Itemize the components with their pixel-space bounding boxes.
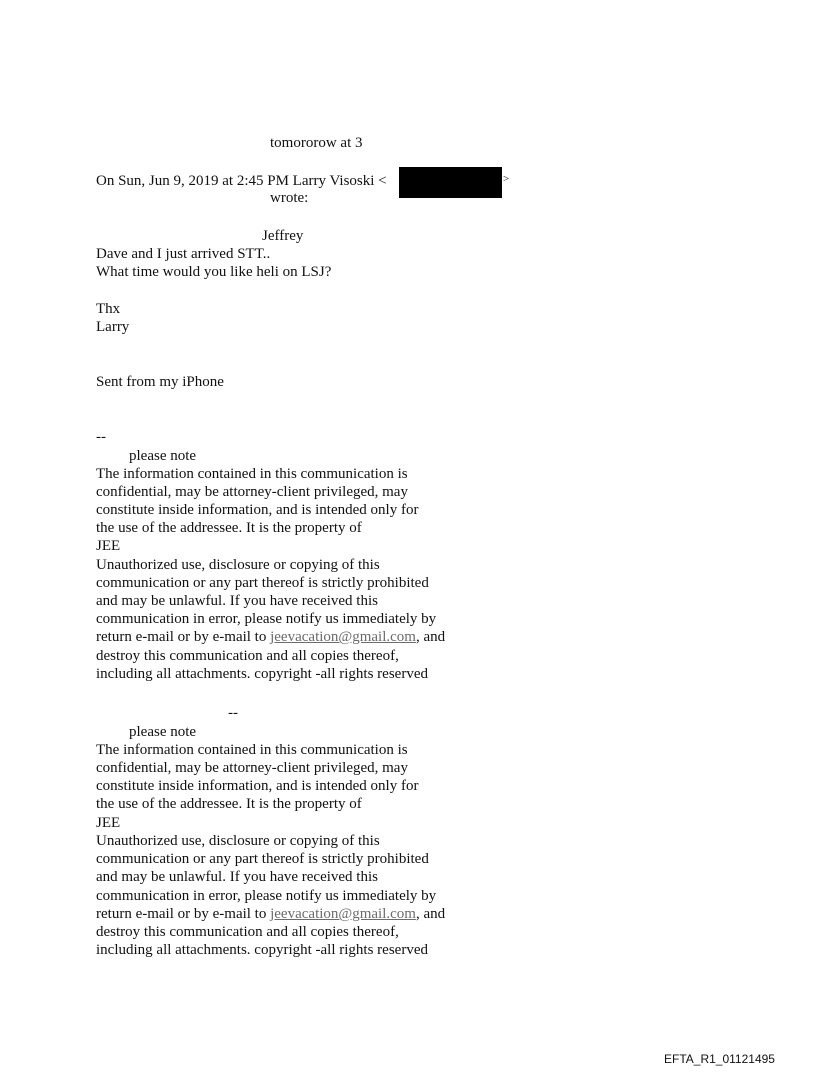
disclaimer-email-line — [96, 628, 445, 646]
email-link[interactable]: jeevacation@gmail.com — [270, 906, 416, 922]
quoted-greeting: Jeffrey — [262, 228, 304, 244]
disclaimer-email-prefix: return e-mail or by e-mail to — [96, 906, 271, 922]
document-id: EFTA_R1_01121495 — [664, 1052, 775, 1066]
disclaimer-email-suffix: , and — [415, 906, 446, 922]
disclaimer-line: the use of the addressee. It is the property of — [96, 520, 362, 536]
disclaimer-heading: please note — [129, 724, 197, 740]
disclaimer-line: communication or any part thereof is strictly prohibited — [96, 575, 429, 591]
disclaimer-separator: -- — [96, 429, 106, 445]
disclaimer-line: Unauthorized use, disclosure or copying of this — [96, 833, 380, 849]
disclaimer-heading: please note — [129, 448, 197, 464]
disclaimer-line: including all attachments. copyright -all rights reserved — [96, 942, 428, 958]
disclaimer-line: communication in error, please notify us immediately by — [96, 611, 437, 627]
disclaimer-email-prefix: return e-mail or by e-mail to — [96, 629, 271, 645]
disclaimer-email-suffix: , and — [415, 629, 446, 645]
disclaimer-line: Unauthorized use, disclosure or copying of this — [96, 557, 380, 573]
disclaimer-line: communication or any part thereof is strictly prohibited — [96, 851, 429, 867]
quote-header-bracket-close: > — [503, 173, 510, 185]
disclaimer-line: confidential, may be attorney-client privileged, may — [96, 760, 408, 776]
disclaimer-separator: -- — [228, 705, 238, 721]
disclaimer-line: destroy this communication and all copies thereof, — [96, 648, 399, 664]
disclaimer-line: constitute inside information, and is intended only for — [96, 502, 419, 518]
disclaimer-line: JEE — [96, 815, 121, 831]
quoted-line: What time would you like heli on LSJ? — [96, 264, 332, 280]
disclaimer-line: JEE — [96, 538, 121, 554]
email-link[interactable]: jeevacation@gmail.com — [270, 629, 416, 645]
quote-header-author: On Sun, Jun 9, 2019 at 2:45 PM Larry Visoski — [96, 173, 375, 189]
disclaimer-line: including all attachments. copyright -all rights reserved — [96, 666, 428, 682]
disclaimer-line: communication in error, please notify us immediately by — [96, 888, 437, 904]
redaction-box — [399, 167, 502, 198]
disclaimer-line: constitute inside information, and is intended only for — [96, 778, 419, 794]
quote-header-bracket-open: < — [378, 173, 387, 189]
disclaimer-email-line — [96, 905, 445, 923]
quoted-line: Dave and I just arrived STT.. — [96, 246, 271, 262]
disclaimer-line: and may be unlawful. If you have received this — [96, 869, 378, 885]
disclaimer-line: destroy this communication and all copies thereof, — [96, 924, 399, 940]
sent-from-signature: Sent from my iPhone — [96, 374, 224, 390]
disclaimer-line: the use of the addressee. It is the property of — [96, 796, 362, 812]
quoted-signoff-name: Larry — [96, 319, 130, 335]
quote-header-line2: wrote: — [270, 190, 309, 206]
quote-header-line1 — [96, 172, 387, 190]
quoted-signoff: Thx — [96, 301, 121, 317]
disclaimer-line: The information contained in this communication is — [96, 466, 408, 482]
reply-text: tomororow at 3 — [270, 135, 363, 151]
disclaimer-line: confidential, may be attorney-client privileged, may — [96, 484, 408, 500]
disclaimer-line: The information contained in this communication is — [96, 742, 408, 758]
disclaimer-line: and may be unlawful. If you have received this — [96, 593, 378, 609]
